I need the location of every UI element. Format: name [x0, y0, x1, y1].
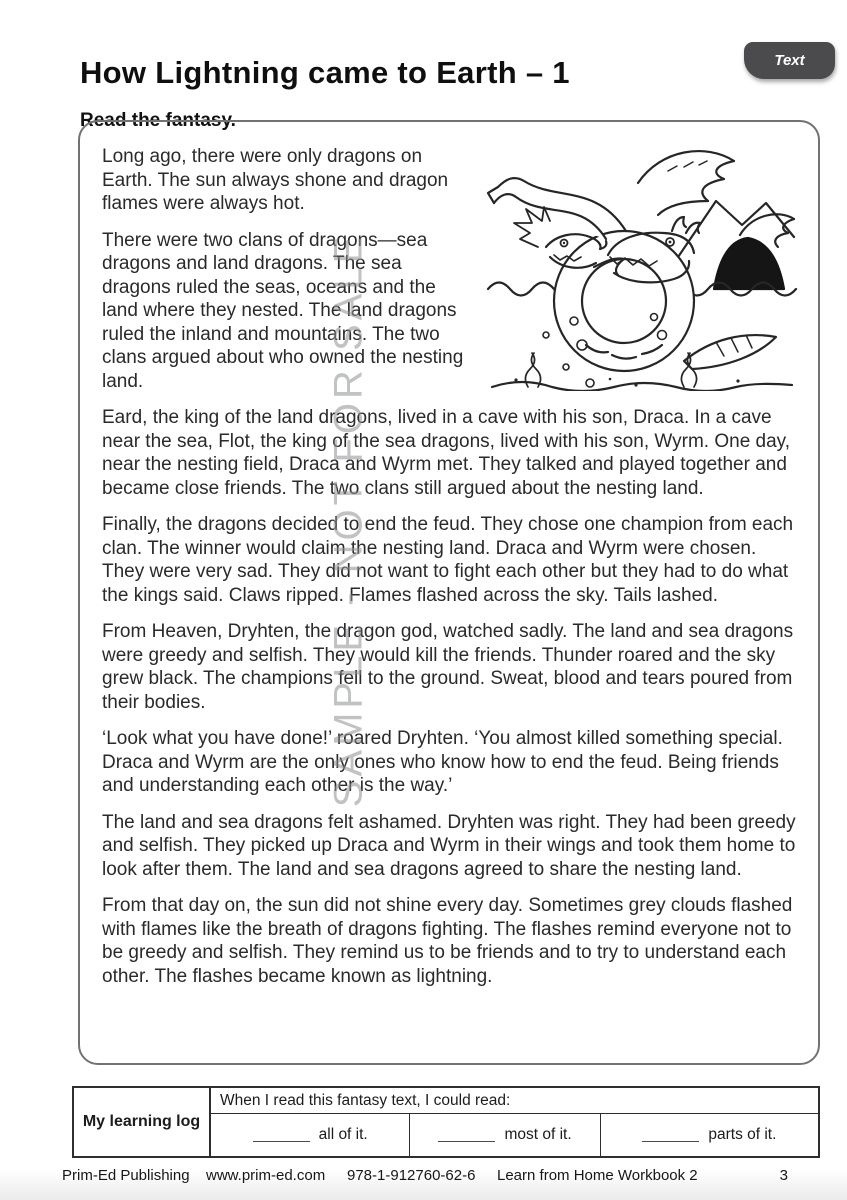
learning-log-table — [72, 1086, 820, 1158]
text-type-badge-label: Text — [774, 52, 805, 69]
footer-publisher: Prim-Ed Publishing — [62, 1167, 190, 1184]
text-type-badge — [744, 42, 835, 79]
story-paragraph: Long ago, there were only dragons on Earth. The sun always shone and dragon flames were always hot. — [102, 146, 449, 214]
story-paragraph: There were two clans of dragons—sea dragons and land dragons. The sea dragons ruled the seas, oceans and the land where they nested. The land dragons ruled the inland and mountains. The two clans argued about who owned the nesting land. — [102, 229, 464, 392]
learning-log-option-most — [409, 1114, 599, 1156]
story-paragraph: From that day on, the sun did not shine every day. Sometimes grey clouds flashed with flames like the breath of dragons fighting. The flashes remind everyone not to be greedy and selfish. They remind us to be friends and to try to understand each other. The flashes became known as lightning. — [102, 895, 793, 987]
learning-log-body — [211, 1088, 818, 1156]
story-paragraph: ‘Look what you have done!’ roared Dryhten. ‘You almost killed something special. Draca and Wyrm are the only ones who know how to end the feud. Being friends and understanding each other is the way.’ — [102, 728, 783, 796]
option-label: most of it. — [504, 1126, 572, 1143]
story-paragraph: Finally, the dragons decided to end the feud. They chose one champion from each clan. The winner would claim the nesting land. Draca and Wyrm were chosen. They were very sad. They did not want to fight each other but they had to do what the kings said. Claws ripped. Flames flashed across the sky. Tails lashed. — [102, 514, 794, 606]
story-paragraph: Eard, the king of the land dragons, lived in a cave with his son, Draca. In a cave near the sea, Flot, the king of the sea dragons, lived with his son, Wyrm. One day, near the nesting field, Draca and Wyrm met. They talked and played together and became close friends. The two clans still argued about the nesting land. — [102, 407, 791, 499]
footer-website: www.prim-ed.com — [206, 1167, 326, 1184]
learning-log-option-all — [211, 1114, 409, 1156]
option-label: parts of it. — [708, 1126, 777, 1143]
footer-isbn: 978-1-912760-62-6 — [347, 1167, 476, 1184]
learning-log-options — [211, 1114, 818, 1156]
instruction-text: Read the fantasy. — [80, 110, 236, 131]
story-box — [78, 120, 820, 1065]
fill-in-blank-line[interactable] — [642, 1129, 699, 1142]
story-paragraph: From Heaven, Dryhten, the dragon god, watched sadly. The land and sea dragons were greedy and selfish. They would kill the friends. Thunder roared and the sky grew black. The champions fell to the ground. Sweat, blood and tears poured from their bodies. — [102, 621, 794, 713]
learning-log-option-parts — [600, 1114, 818, 1156]
option-label: all of it. — [318, 1126, 368, 1143]
learning-log-label: My learning log — [74, 1088, 211, 1156]
fill-in-blank-line[interactable] — [438, 1129, 495, 1142]
sample-watermark: SAMPLE - NOT FOR SALE — [326, 232, 371, 808]
page-title: How Lightning came to Earth – 1 — [80, 54, 570, 90]
fill-in-blank-line[interactable] — [253, 1129, 310, 1142]
footer-series-title: Learn from Home Workbook 2 — [497, 1167, 698, 1184]
story-paragraph: The land and sea dragons felt ashamed. Dryhten was right. They had been greedy and selfish. They picked up Draca and Wyrm in their wings and took them home to look after them. The land and sea dragons agreed to share the nesting land. — [102, 811, 796, 880]
page-footer — [62, 1167, 820, 1187]
learning-log-prompt: When I read this fantasy text, I could read: — [211, 1088, 818, 1114]
footer-page-number: 3 — [779, 1167, 788, 1184]
